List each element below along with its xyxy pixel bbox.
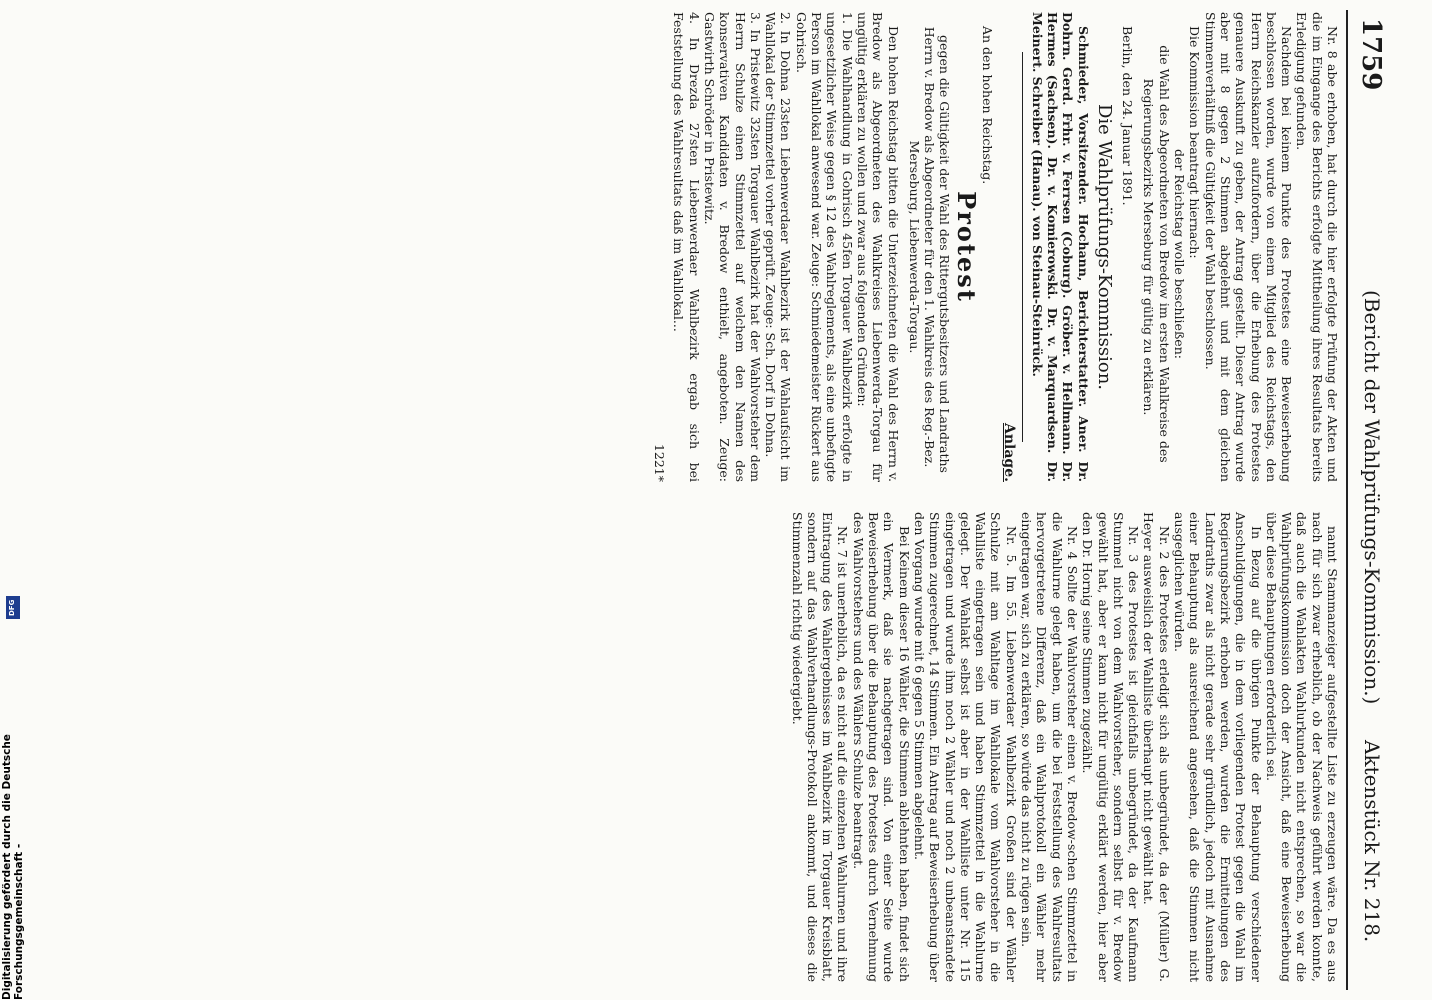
list-item <box>671 12 702 482</box>
left-col-p2: In Bezug auf die übrigen Punkte der Behauptung verschiedener Anschuldigungen, die in dem vorliegenden Protest gegen die Wahl im Regierungsbezirk erhoben werden, wurden die Ermittelungen des Landraths zwar als nicht gerade sehr gründlich, jedoch mit Ausnahme einer Behauptung als ausreichend angesehen, daß die Stimmen nicht ausgeglichen würden. <box>1172 512 1264 982</box>
left-col-p3: Bei Keinem dieser 16 Wähler, die Stimmen ablehnten haben, findet sich ein Vermerk, daß sie nachgetragen sind. Von einer Seite wurde Beweiserhebung über die Behauptung des Protestes durch Vernehmung des Wahlvorstehers und des Wählers Schulze beantragt. <box>850 512 912 982</box>
right-col-p1: Nr. 8 abe erhoben, hat durch die hier erfolgte Prüfung der Akten und die im Eingange des Berichts erfolgte Mittheilung ihres Resultats bereits Erledigung gefunden. <box>1294 12 1340 482</box>
left-col-nr3: Nr. 3 des Protestes ist gleichfalls unbegründet, da der Kaufmann Stummel nicht von dem Wahlvorsteher, sondern selbst für v. Bredow gewählt hat, aber er kann nicht für ungültig erklärt werden, hier aber den Dr. Hornig seine Stimmen zugezählt. <box>1080 512 1142 982</box>
item-text: 4. In Drezda 27sten Liebenwerdaer Wahlbezirk ergab sich bei Feststellung des Wahlresultats daß im Wahllokal... <box>671 12 702 482</box>
commission-members: Schmieder, Vorsitzender. Hochann, Berichterstatter. Aner. Dr. Dohrn. Gerd. Frhr. v. Ferrsen (Coburg). Gröber. v. Hellmann. Dr. Hermes (Sachsen). Dr. v. Komierowski. Dr. v. Marquardsen. Dr. Meinert. Schreiber (Hanau). von Steinau-Steinrück. <box>1029 12 1091 482</box>
protest-subtitle: gegen die Gültigkeit der Wahl des Rittergutsbesitzers und Landraths Herrn v. Bredow als Abgeordneter für den 1. Wahlkreis des Reg.-Bez. Merseburg, Liebenwerda-Torgau. <box>906 26 953 473</box>
address-line: An den hohen Reichstag. <box>980 26 996 185</box>
list-item <box>794 12 855 482</box>
commission-title: Die Wahlprüfungs-Kommission. <box>1093 103 1115 391</box>
item-text: 2. In Dohna 23sten Liebenwerdaer Wahlbezirk ist der Wahlaufsicht im Wahllokal der Stimmzettel vorher geprüft. Zeuge: Sch. Dorf in Dohna. <box>763 12 794 482</box>
right-column <box>789 512 1340 982</box>
left-col-nr2: Nr. 2 des Protestes erledigt sich als unbegründet, da der (Müller) G. Heyer ausweislich der Wahlliste überhaupt nicht gewählt hat. <box>1141 512 1172 982</box>
list-item <box>763 12 794 482</box>
right-col-p3: Die Kommission beantragt hiernach: <box>1187 26 1203 259</box>
header-rule <box>1346 10 1348 990</box>
rotated-document <box>30 0 1400 1000</box>
right-col-p4: der Reichstag wolle beschließen: <box>1172 149 1188 359</box>
date-line: Berlin, den 24. Januar 1891. <box>1120 26 1136 206</box>
left-col-p1: nannt Stammanzeiger aufgestellte Liste zu erzeugen wäre. Da es aus nach für sich zwar erheblich, ob der Nachweis geführt werden konnte, daß auch die Wahlakten Wahlurkunden nicht entsprechen, so war die Wahlprüfungskommission doch der Ansicht, daß eine Beweiserhebung über diese Behauptungen erforderlich sei. <box>1263 512 1340 982</box>
left-column <box>652 12 1340 482</box>
divider <box>1022 52 1023 442</box>
header-title: (Bericht der Wahlprüfungs-Kommission.) <box>1360 290 1384 705</box>
page-header <box>1352 0 1396 1000</box>
credit-text: Digitalisierung gefördert durch die Deutsche Forschungsgemeinschaft - <box>1 734 25 1000</box>
left-col-nr5: Nr. 5. Im 55. Liebenwerdaer Wahlbezirk Großen sind der Wähler Schulze mit am Wahltage im Wahllokale vom Wahlvorsteher in die Wahlliste eingetragen sein und haben Stimmzettel in die Wahlurne gelegt. Der Wahlakt selbst ist aber in der Wahlliste unter Nr. 115 eingetragen und wurde ihm noch 2 Wähler und noch 2 unbeanstandete Stimmen zugerechnet, 14 Stimmen. Ein Antrag auf Beweiserhebung über den Vorgang wurde mit 6 gegen 5 Stimmen abgelehnt. <box>911 512 1019 982</box>
protest-title: Protest <box>951 191 981 303</box>
left-col-nr7: Nr. 7 ist unerheblich, da es nicht auf die einzelnen Wahlurnen und ihre Eintragung des Wahlergebnisses im Wahlbezirk im Torgauer Kreisblatt, sondern auf das Wahlverhandlungs-Protokoll ankommt, und dieses die Stimmenzahl richtig wiedergiebt. <box>789 512 851 982</box>
digitization-strip <box>0 0 26 1000</box>
anlage-heading: Anlage. <box>1001 422 1018 482</box>
item-text: 1. Die Wahlhandlung in Gohrisch 45fen Torgauer Wahlbezirk erfolgte in ungesetzlicher Weise gegen § 12 des Wahlreglements, als eine unbefugte Person im Wahllokal anwesend war. Zeuge: Schmiedemeister Rückert aus Gohrisch. <box>793 12 855 482</box>
page-number: 1759 <box>1356 18 1386 91</box>
digitization-credit <box>3 596 23 1000</box>
left-col-nr4: Nr. 4 Sollte der Wahlvorsteher einen v. Bredow-schen Stimmzettel in die Wahlurne gelegt haben, um die bei Feststellung des Wahlresultats hervorgetretene Differenz, daß ein Wahlprotokoll ein Wähler mehr eingetragen war, sich zu erklären, so würde das nicht zu rügen sein. <box>1019 512 1080 982</box>
signature-mark: 1221* <box>652 443 668 482</box>
header-document-number: Aktenstück Nr. 218. <box>1360 740 1384 943</box>
right-col-p5: die Wahl des Abgeordneten von Bredow im ersten Wahlkreise des Regierungsbezirks Merseburg für gültig zu erklären. <box>1141 45 1172 463</box>
dfg-logo-icon: DFG <box>6 596 20 619</box>
right-col-p2: Nachdem bei keinem Punkte des Protestes eine Beweiserhebung beschlossen worden, wurde von einem Mitglied des Reichstags, den Herrn Reichskanzler aufzufordern, über die Erhebung des Protestes genauere Auskunft zu geben, der Antrag gestellt. Dieser Antrag wurde aber mit 8 gegen 2 Stimmen abgelehnt und mit dem gleichen Stimmenverhältniß die Gültigkeit der Wahl beschlossen. <box>1202 12 1295 482</box>
protest-intro: Den hohen Reichstag bitten die Unterzeichneten die Wahl des Herrn v. Bredow als Abgeordneten des Wahlkreises Liebenwerda-Torgau für ungültig erklären zu wollen und zwar aus folgenden Gründen: <box>854 12 901 482</box>
list-item <box>702 12 763 482</box>
item-text: 3. In Pristewitz 32sten Torgauer Wahlbezirk hat der Wahlvorsteher dem Herrn Schulze einen Stimmzettel auf welchem den Namen des konservativen Kandidaten v. Bredow enthielt, angeboten. Zeuge: Gastwirth Schröder in Pristewitz. <box>702 12 763 482</box>
